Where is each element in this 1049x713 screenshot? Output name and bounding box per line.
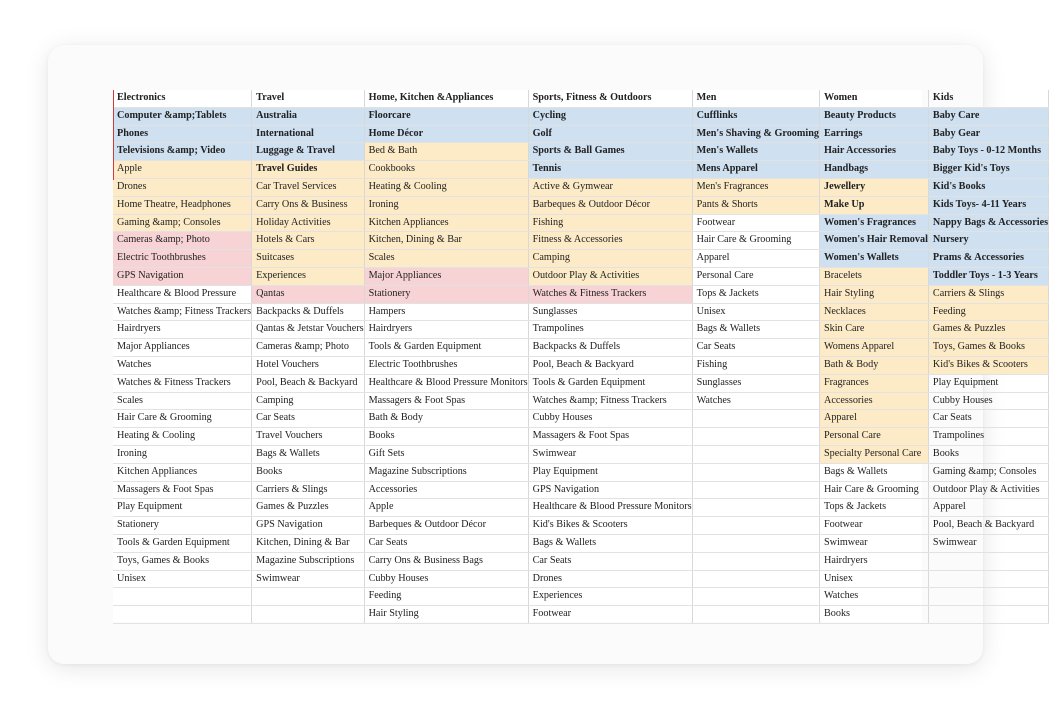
table-row [113, 178, 1049, 196]
table-cell[interactable]: Hair Styling [819, 285, 928, 303]
table-cell[interactable]: Hotel Vouchers [252, 356, 364, 374]
table-cell[interactable]: Magazine Subscriptions [364, 463, 528, 481]
table-cell[interactable]: Apple [364, 499, 528, 517]
table-cell[interactable]: Footwear [528, 606, 692, 624]
table-cell[interactable] [692, 588, 819, 606]
table-cell[interactable]: Drones [528, 570, 692, 588]
table-row [113, 570, 1049, 588]
table-cell[interactable]: Healthcare & Blood Pressure Monitors [364, 374, 528, 392]
table-row [113, 321, 1049, 339]
table-cell[interactable]: Car Seats [252, 410, 364, 428]
table-cell[interactable]: Kitchen Appliances [364, 214, 528, 232]
table-cell[interactable]: International [252, 125, 364, 143]
table-cell[interactable]: GPS Navigation [113, 267, 252, 285]
table-cell[interactable]: Watches &amp; Fitness Trackers [528, 392, 692, 410]
table-cell[interactable]: Pool, Beach & Backyard [252, 374, 364, 392]
table-cell[interactable]: Hairdryers [819, 552, 928, 570]
table-row [113, 481, 1049, 499]
table-cell[interactable]: Hampers [364, 303, 528, 321]
table-cell[interactable]: Barbeques & Outdoor Décor [364, 517, 528, 535]
table-row [113, 250, 1049, 268]
table-cell[interactable]: Tennis [528, 161, 692, 179]
table-cell[interactable]: Bags & Wallets [819, 463, 928, 481]
table-body [113, 90, 1049, 623]
table-cell[interactable]: Games & Puzzles [252, 499, 364, 517]
table-cell[interactable]: Backpacks & Duffels [252, 303, 364, 321]
table-cell[interactable] [692, 445, 819, 463]
table-cell[interactable]: Cameras &amp; Photo [113, 232, 252, 250]
table-cell[interactable]: Travel Vouchers [252, 428, 364, 446]
column-header[interactable]: Men [692, 90, 819, 107]
table-cell[interactable]: Games & Puzzles [928, 321, 1048, 339]
table-row [113, 356, 1049, 374]
header-row [113, 90, 1049, 107]
table-row [113, 428, 1049, 446]
table-cell[interactable]: Necklaces [819, 303, 928, 321]
table-cell[interactable]: Cookbooks [364, 161, 528, 179]
table-cell[interactable]: Sports & Ball Games [528, 143, 692, 161]
table-cell[interactable]: Massagers & Foot Spas [113, 481, 252, 499]
table-row [113, 463, 1049, 481]
table-cell[interactable]: Swimwear [928, 534, 1048, 552]
table-cell[interactable]: Men's Fragrances [692, 178, 819, 196]
table-cell[interactable]: Personal Care [692, 267, 819, 285]
table-cell[interactable]: Footwear [819, 517, 928, 535]
table-cell[interactable]: Watches [692, 392, 819, 410]
table-cell[interactable]: Fragrances [819, 374, 928, 392]
table-cell[interactable] [692, 552, 819, 570]
table-cell[interactable]: Fitness & Accessories [528, 232, 692, 250]
table-cell[interactable]: Massagers & Foot Spas [364, 392, 528, 410]
table-cell[interactable]: Watches [819, 588, 928, 606]
table-cell[interactable] [252, 588, 364, 606]
table-cell[interactable]: Books [928, 445, 1048, 463]
table-cell[interactable]: Unisex [692, 303, 819, 321]
table-cell[interactable]: Golf [528, 125, 692, 143]
table-cell[interactable]: Camping [528, 250, 692, 268]
table-cell[interactable]: Fishing [528, 214, 692, 232]
table-cell[interactable]: Trampolines [528, 321, 692, 339]
column-header[interactable]: Electronics [113, 90, 252, 107]
table-cell[interactable] [692, 410, 819, 428]
table-cell[interactable]: Televisions &amp; Video [113, 143, 252, 161]
table-cell[interactable]: Hairdryers [364, 321, 528, 339]
table-cell[interactable]: Hair Care & Grooming [819, 481, 928, 499]
table-cell[interactable]: Watches & Fitness Trackers [528, 285, 692, 303]
table-cell[interactable]: Bigger Kid's Toys [928, 161, 1048, 179]
table-cell[interactable]: Watches [113, 356, 252, 374]
table-cell[interactable]: Jewellery [819, 178, 928, 196]
table-cell[interactable]: Beauty Products [819, 107, 928, 125]
table-cell[interactable]: Women's Fragrances [819, 214, 928, 232]
table-cell[interactable]: Home Theatre, Headphones [113, 196, 252, 214]
table-cell[interactable]: Pants & Shorts [692, 196, 819, 214]
table-cell[interactable]: Tops & Jackets [819, 499, 928, 517]
table-cell[interactable] [692, 606, 819, 624]
table-cell[interactable]: Men's Wallets [692, 143, 819, 161]
table-cell[interactable]: Sunglasses [528, 303, 692, 321]
table-cell[interactable]: Stationery [364, 285, 528, 303]
table-cell[interactable]: Nappy Bags & Accessories [928, 214, 1048, 232]
table-cell[interactable]: Trampolines [928, 428, 1048, 446]
table-cell[interactable]: Books [252, 463, 364, 481]
table-cell[interactable]: Qantas [252, 285, 364, 303]
table-cell[interactable]: Nursery [928, 232, 1048, 250]
table-cell[interactable]: Cubby Houses [528, 410, 692, 428]
table-cell[interactable]: Major Appliances [113, 339, 252, 357]
table-cell[interactable]: Floorcare [364, 107, 528, 125]
table-cell[interactable]: Bed & Bath [364, 143, 528, 161]
table-cell[interactable]: Hair Accessories [819, 143, 928, 161]
table-cell[interactable]: Holiday Activities [252, 214, 364, 232]
table-row [113, 232, 1049, 250]
table-cell[interactable]: Electric Toothbrushes [364, 356, 528, 374]
column-header[interactable]: Sports, Fitness & Outdoors [528, 90, 692, 107]
table-cell[interactable]: Qantas & Jetstar Vouchers [252, 321, 364, 339]
table-cell[interactable]: Apple [113, 161, 252, 179]
table-cell[interactable]: Experiences [528, 588, 692, 606]
table-cell[interactable]: Personal Care [819, 428, 928, 446]
table-cell[interactable]: Home Décor [364, 125, 528, 143]
table-cell[interactable] [692, 499, 819, 517]
table-cell[interactable]: Swimwear [252, 570, 364, 588]
table-cell[interactable]: Bags & Wallets [528, 534, 692, 552]
table-row [113, 196, 1049, 214]
table-cell[interactable]: Tools & Garden Equipment [528, 374, 692, 392]
table-row [113, 285, 1049, 303]
table-cell[interactable]: Women's Wallets [819, 250, 928, 268]
table-cell[interactable]: Healthcare & Blood Pressure Monitors [528, 499, 692, 517]
table-row [113, 392, 1049, 410]
table-cell[interactable]: Electric Toothbrushes [113, 250, 252, 268]
table-cell[interactable]: Feeding [928, 303, 1048, 321]
table-cell[interactable]: Suitcases [252, 250, 364, 268]
table-cell[interactable]: Swimwear [819, 534, 928, 552]
table-cell[interactable]: Tools & Garden Equipment [113, 534, 252, 552]
table-cell[interactable]: Womens Apparel [819, 339, 928, 357]
table-cell[interactable]: Men's Shaving & Grooming [692, 125, 819, 143]
table-row [113, 410, 1049, 428]
table-cell[interactable] [928, 552, 1048, 570]
table-cell[interactable]: Major Appliances [364, 267, 528, 285]
table-cell[interactable]: Australia [252, 107, 364, 125]
table-cell[interactable]: Women's Hair Removal [819, 232, 928, 250]
table-row [113, 214, 1049, 232]
table-cell[interactable]: Prams & Accessories [928, 250, 1048, 268]
table-cell[interactable]: Apparel [692, 250, 819, 268]
table-cell[interactable]: Books [364, 428, 528, 446]
table-cell[interactable]: Cufflinks [692, 107, 819, 125]
table-cell[interactable]: Luggage & Travel [252, 143, 364, 161]
table-cell[interactable]: Watches &amp; Fitness Trackers [113, 303, 252, 321]
table-cell[interactable]: Camping [252, 392, 364, 410]
table-cell[interactable]: GPS Navigation [252, 517, 364, 535]
table-cell[interactable]: Hair Care & Grooming [113, 410, 252, 428]
table-cell[interactable]: Ironing [113, 445, 252, 463]
table-cell[interactable]: Make Up [819, 196, 928, 214]
table-row [113, 339, 1049, 357]
column-header[interactable]: Kids [928, 90, 1048, 107]
table-cell[interactable]: Toddler Toys - 1-3 Years [928, 267, 1048, 285]
table-row [113, 374, 1049, 392]
table-cell[interactable]: Handbags [819, 161, 928, 179]
table-cell[interactable]: Car Seats [528, 552, 692, 570]
table-cell[interactable]: GPS Navigation [528, 481, 692, 499]
table-cell[interactable]: Earrings [819, 125, 928, 143]
table-cell[interactable]: Apparel [819, 410, 928, 428]
table-cell[interactable]: Bags & Wallets [692, 321, 819, 339]
table-cell[interactable]: Heating & Cooling [364, 178, 528, 196]
table-cell[interactable]: Toys, Games & Books [113, 552, 252, 570]
table-cell[interactable]: Car Seats [364, 534, 528, 552]
table-cell[interactable]: Sunglasses [692, 374, 819, 392]
table-cell[interactable] [928, 588, 1048, 606]
table-cell[interactable]: Gaming &amp; Consoles [928, 463, 1048, 481]
table-cell[interactable] [692, 517, 819, 535]
table-cell[interactable]: Bath & Body [364, 410, 528, 428]
table-cell[interactable] [692, 570, 819, 588]
table-cell[interactable] [692, 534, 819, 552]
category-table [113, 90, 1049, 624]
table-row [113, 445, 1049, 463]
table-cell[interactable]: Active & Gymwear [528, 178, 692, 196]
table-cell[interactable]: Kid's Books [928, 178, 1048, 196]
table-cell[interactable]: Massagers & Foot Spas [528, 428, 692, 446]
table-cell[interactable]: Carriers & Slings [252, 481, 364, 499]
table-cell[interactable]: Hotels & Cars [252, 232, 364, 250]
table-cell[interactable]: Car Seats [928, 410, 1048, 428]
table-row [113, 303, 1049, 321]
table-cell[interactable]: Healthcare & Blood Pressure [113, 285, 252, 303]
table-cell[interactable] [928, 606, 1048, 624]
table-cell[interactable]: Carry Ons & Business Bags [364, 552, 528, 570]
table-cell[interactable]: Specialty Personal Care [819, 445, 928, 463]
table-cell[interactable]: Drones [113, 178, 252, 196]
table-cell[interactable]: Skin Care [819, 321, 928, 339]
table-cell[interactable]: Mens Apparel [692, 161, 819, 179]
table-row [113, 534, 1049, 552]
table-cell[interactable]: Ironing [364, 196, 528, 214]
table-cell[interactable]: Travel Guides [252, 161, 364, 179]
table-cell[interactable]: Gaming &amp; Consoles [113, 214, 252, 232]
table-cell[interactable]: Play Equipment [113, 499, 252, 517]
table-cell[interactable]: Kid's Bikes & Scooters [528, 517, 692, 535]
table-cell[interactable]: Hairdryers [113, 321, 252, 339]
table-cell[interactable]: Footwear [692, 214, 819, 232]
table-cell[interactable]: Outdoor Play & Activities [528, 267, 692, 285]
table-cell[interactable] [692, 481, 819, 499]
table-cell[interactable]: Cubby Houses [364, 570, 528, 588]
table-cell[interactable]: Kids Toys- 4-11 Years [928, 196, 1048, 214]
table-row [113, 552, 1049, 570]
table-cell[interactable]: Carriers & Slings [928, 285, 1048, 303]
spreadsheet[interactable] [113, 90, 1049, 622]
table-cell[interactable] [252, 606, 364, 624]
table-cell[interactable]: Accessories [364, 481, 528, 499]
table-cell[interactable]: Kitchen Appliances [113, 463, 252, 481]
table-cell[interactable]: Unisex [819, 570, 928, 588]
table-cell[interactable]: Experiences [252, 267, 364, 285]
table-cell[interactable]: Cameras &amp; Photo [252, 339, 364, 357]
table-row [113, 125, 1049, 143]
table-cell[interactable]: Baby Toys - 0-12 Months [928, 143, 1048, 161]
table-cell[interactable]: Baby Care [928, 107, 1048, 125]
table-cell[interactable]: Heating & Cooling [113, 428, 252, 446]
table-cell[interactable]: Kid's Bikes & Scooters [928, 356, 1048, 374]
table-cell[interactable]: Stationery [113, 517, 252, 535]
table-cell[interactable]: Fishing [692, 356, 819, 374]
row-marker [113, 90, 114, 180]
table-cell[interactable]: Carry Ons & Business [252, 196, 364, 214]
table-cell[interactable]: Tools & Garden Equipment [364, 339, 528, 357]
table-row [113, 161, 1049, 179]
table-cell[interactable]: Cubby Houses [928, 392, 1048, 410]
table-cell[interactable]: Swimwear [528, 445, 692, 463]
table-cell[interactable]: Toys, Games & Books [928, 339, 1048, 357]
table-cell[interactable]: Magazine Subscriptions [252, 552, 364, 570]
table-row [113, 107, 1049, 125]
table-cell[interactable]: Baby Gear [928, 125, 1048, 143]
table-cell[interactable] [692, 463, 819, 481]
column-header[interactable]: Travel [252, 90, 364, 107]
table-row [113, 267, 1049, 285]
table-cell[interactable]: Cycling [528, 107, 692, 125]
column-header[interactable]: Home, Kitchen &Appliances [364, 90, 528, 107]
table-cell[interactable]: Play Equipment [528, 463, 692, 481]
table-cell[interactable] [692, 428, 819, 446]
table-cell[interactable]: Accessories [819, 392, 928, 410]
table-cell[interactable] [113, 588, 252, 606]
table-cell[interactable]: Barbeques & Outdoor Décor [528, 196, 692, 214]
table-cell[interactable]: Pool, Beach & Backyard [928, 517, 1048, 535]
table-cell[interactable]: Pool, Beach & Backyard [528, 356, 692, 374]
table-cell[interactable]: Unisex [113, 570, 252, 588]
table-cell[interactable]: Bracelets [819, 267, 928, 285]
column-header[interactable]: Women [819, 90, 928, 107]
table-cell[interactable]: Kitchen, Dining & Bar [364, 232, 528, 250]
table-cell[interactable]: Computer &amp;Tablets [113, 107, 252, 125]
table-cell[interactable]: Feeding [364, 588, 528, 606]
table-cell[interactable]: Hair Care & Grooming [692, 232, 819, 250]
table-cell[interactable]: Car Travel Services [252, 178, 364, 196]
table-cell[interactable]: Gift Sets [364, 445, 528, 463]
table-cell[interactable]: Outdoor Play & Activities [928, 481, 1048, 499]
table-cell[interactable]: Apparel [928, 499, 1048, 517]
table-cell[interactable]: Watches & Fitness Trackers [113, 374, 252, 392]
table-row [113, 499, 1049, 517]
table-cell[interactable]: Car Seats [692, 339, 819, 357]
table-cell[interactable]: Kitchen, Dining & Bar [252, 534, 364, 552]
table-row [113, 588, 1049, 606]
table-cell[interactable]: Play Equipment [928, 374, 1048, 392]
table-cell[interactable]: Scales [364, 250, 528, 268]
table-row [113, 517, 1049, 535]
table-cell[interactable]: Phones [113, 125, 252, 143]
table-cell[interactable] [928, 570, 1048, 588]
table-cell[interactable]: Bags & Wallets [252, 445, 364, 463]
table-cell[interactable] [113, 606, 252, 624]
table-row [113, 143, 1049, 161]
table-cell[interactable]: Bath & Body [819, 356, 928, 374]
table-cell[interactable]: Tops & Jackets [692, 285, 819, 303]
table-cell[interactable]: Books [819, 606, 928, 624]
table-cell[interactable]: Scales [113, 392, 252, 410]
table-row [113, 606, 1049, 624]
table-cell[interactable]: Hair Styling [364, 606, 528, 624]
table-cell[interactable]: Backpacks & Duffels [528, 339, 692, 357]
